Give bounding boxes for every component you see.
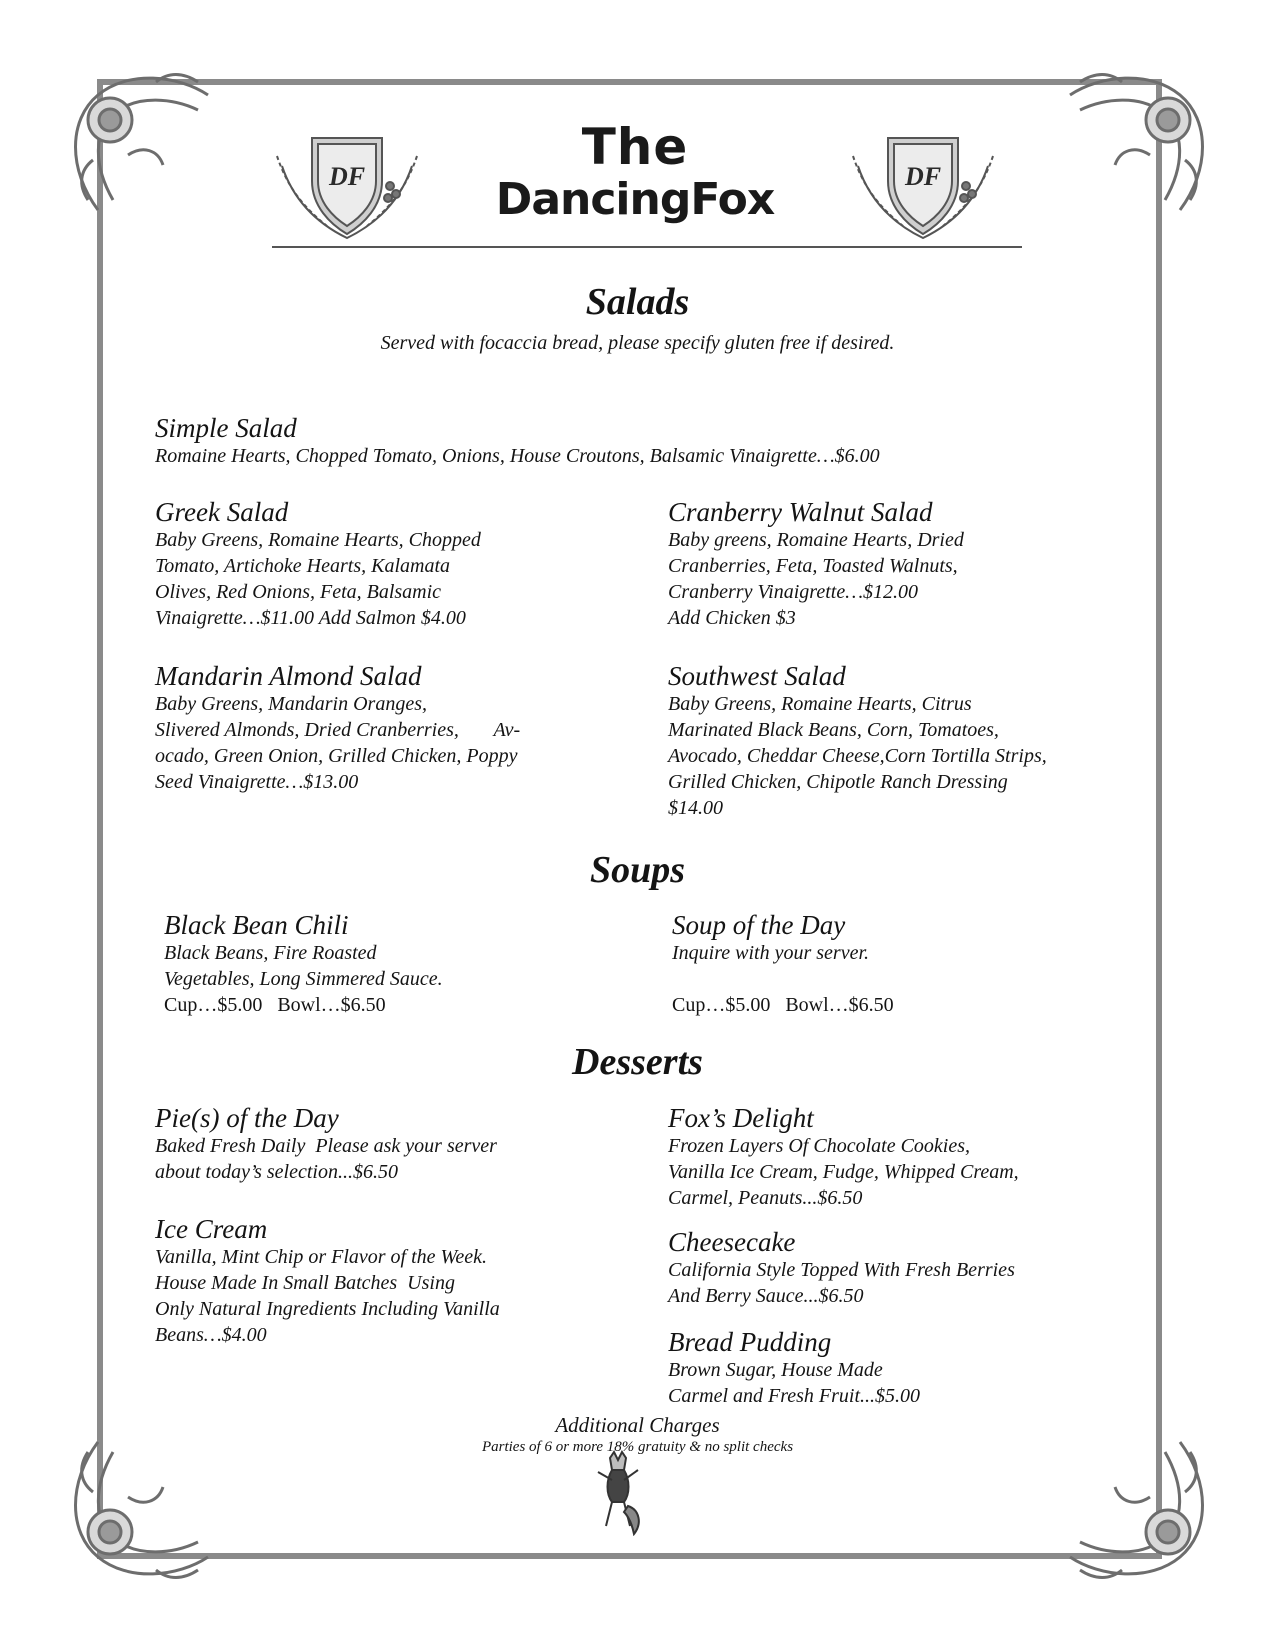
item-desc-line: And Berry Sauce...$6.50 xyxy=(668,1285,864,1307)
item-desc-line: Olives, Red Onions, Feta, Balsamic xyxy=(155,581,442,603)
item-desc-line: Avocado, Cheddar Cheese,Corn Tortilla Strips, xyxy=(668,745,1047,767)
logo-line-1: The xyxy=(581,118,689,176)
item-name: Greek Salad xyxy=(155,497,289,527)
item-desc-line: about today’s selection...$6.50 xyxy=(155,1161,398,1183)
header-divider xyxy=(272,246,1022,248)
item-desc-line: ocado, Green Onion, Grilled Chicken, Poppy xyxy=(155,745,518,767)
item-desc-line: Baby Greens, Romaine Hearts, Chopped xyxy=(155,529,481,551)
menu-item-southwest-salad xyxy=(668,661,1047,821)
item-price: Cup…$5.00 Bowl…$6.50 xyxy=(672,994,894,1016)
ornament-corner-top-right xyxy=(1050,60,1220,220)
item-desc-line: Marinated Black Beans, Corn, Tomatoes, xyxy=(668,719,999,741)
item-name: Bread Pudding xyxy=(668,1327,832,1357)
item-name: Black Bean Chili xyxy=(164,910,349,940)
item-desc-line: Grilled Chicken, Chipotle Ranch Dressing xyxy=(668,771,1008,793)
ornament-corner-bottom-left xyxy=(58,1432,228,1592)
item-desc-line: House Made In Small Batches Using xyxy=(155,1272,455,1294)
item-name: Simple Salad xyxy=(155,413,297,443)
menu-item-mandarin-almond-salad xyxy=(155,661,520,795)
menu-item-cranberry-walnut-salad xyxy=(668,497,964,631)
item-name: Southwest Salad xyxy=(668,661,846,691)
menu-item-soup-of-the-day xyxy=(672,910,894,1018)
menu-item-black-bean-chili xyxy=(164,910,443,1018)
salads-subtitle: Served with focaccia bread, please specify gluten free if desired. xyxy=(380,332,895,354)
item-desc-line: $14.00 xyxy=(668,797,723,819)
item-name: Mandarin Almond Salad xyxy=(155,661,422,691)
menu-item-greek-salad xyxy=(155,497,481,631)
item-desc-line: Seed Vinaigrette…$13.00 xyxy=(155,771,359,793)
dancing-fox-icon xyxy=(590,1450,646,1536)
item-desc-line: Baby Greens, Romaine Hearts, Citrus xyxy=(668,693,972,715)
item-desc-line: Vanilla Ice Cream, Fudge, Whipped Cream, xyxy=(668,1161,1019,1183)
menu-item-ice-cream xyxy=(155,1214,500,1348)
item-desc-line: Baby greens, Romaine Hearts, Dried xyxy=(668,529,964,551)
item-desc-line: Tomato, Artichoke Hearts, Kalamata xyxy=(155,555,451,577)
menu-item-cheesecake xyxy=(668,1227,1015,1309)
section-title-salads: Salads xyxy=(585,281,690,323)
crest-left-monogram: DF xyxy=(328,162,366,191)
item-desc-line: Vanilla, Mint Chip or Flavor of the Week. xyxy=(155,1246,488,1268)
menu-item-pie-of-the-day xyxy=(155,1103,497,1185)
item-name: Soup of the Day xyxy=(672,910,846,940)
item-desc-line: Frozen Layers Of Chocolate Cookies, xyxy=(668,1135,971,1157)
additional-charges-title: Additional Charges xyxy=(555,1413,720,1437)
item-name: Cheesecake xyxy=(668,1227,796,1257)
item-desc-line: Romaine Hearts, Chopped Tomato, Onions, House Croutons, Balsamic Vinaigrette…$6.00 xyxy=(155,445,880,467)
section-title-desserts: Desserts xyxy=(572,1041,703,1083)
item-desc-line: Inquire with your server. xyxy=(672,942,870,964)
logo-line-2: DancingFox xyxy=(495,174,775,225)
item-name: Pie(s) of the Day xyxy=(155,1103,339,1133)
item-name: Ice Cream xyxy=(155,1214,268,1244)
item-desc-line: Carmel and Fresh Fruit...$5.00 xyxy=(668,1385,921,1407)
item-desc-line: Baked Fresh Daily Please ask your server xyxy=(155,1135,497,1157)
item-desc-line: Add Chicken $3 xyxy=(668,607,796,629)
item-desc-line: Beans…$4.00 xyxy=(155,1324,267,1346)
item-desc-line: Baby Greens, Mandarin Oranges, xyxy=(155,693,428,715)
ornament-corner-bottom-right xyxy=(1050,1432,1220,1592)
item-desc-line: Only Natural Ingredients Including Vanilla xyxy=(155,1298,500,1320)
item-desc-line: Vegetables, Long Simmered Sauce. xyxy=(164,968,443,990)
item-desc-line: Carmel, Peanuts...$6.50 xyxy=(668,1187,863,1209)
item-name: Cranberry Walnut Salad xyxy=(668,497,933,527)
item-desc-line: Brown Sugar, House Made xyxy=(668,1359,883,1381)
crest-left-icon xyxy=(272,126,422,244)
menu-item-simple-salad xyxy=(155,413,880,469)
section-title-soups: Soups xyxy=(589,849,686,891)
item-desc-line: Slivered Almonds, Dried Cranberries, Av- xyxy=(155,719,521,741)
item-name: Fox’s Delight xyxy=(668,1103,814,1133)
menu-item-foxs-delight xyxy=(668,1103,1019,1211)
item-desc-line: Vinaigrette…$11.00 Add Salmon $4.00 xyxy=(155,607,466,629)
crest-right-icon xyxy=(848,126,998,244)
item-price: Cup…$5.00 Bowl…$6.50 xyxy=(164,994,386,1016)
crest-right-monogram: DF xyxy=(904,162,942,191)
menu-item-bread-pudding xyxy=(668,1327,920,1409)
additional-charges-note: Parties of 6 or more 18% gratuity & no split checks xyxy=(481,1439,794,1455)
item-desc-line: Cranberries, Feta, Toasted Walnuts, xyxy=(668,555,958,577)
ornament-corner-top-left xyxy=(58,60,228,220)
item-desc-line: Cranberry Vinaigrette…$12.00 xyxy=(668,581,918,603)
item-desc-line: California Style Topped With Fresh Berries xyxy=(668,1259,1015,1281)
item-desc-line: Black Beans, Fire Roasted xyxy=(164,942,377,964)
restaurant-logo xyxy=(440,118,830,225)
